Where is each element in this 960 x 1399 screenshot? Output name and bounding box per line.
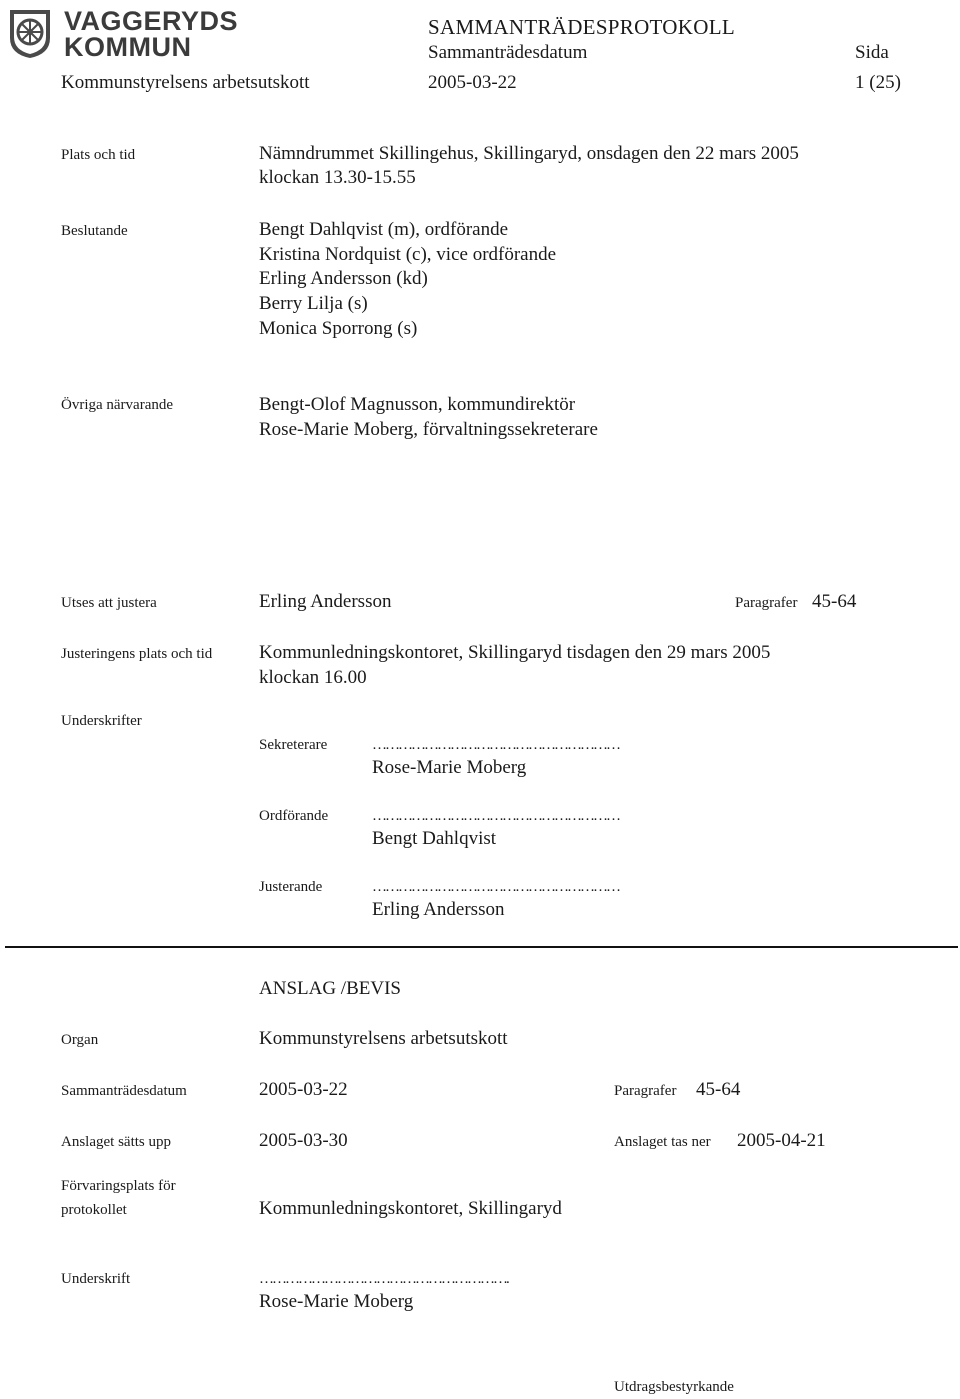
organ-label: Organ [61,1032,99,1048]
storage-label-line-2: protokollet [61,1202,127,1218]
notice-paragraphs-label: Paragrafer [614,1083,677,1099]
document-title: SAMMANTRÄDESPROTOKOLL [428,15,735,39]
header-date-label: Sammanträdesdatum [428,42,588,63]
notice-signature-name: Rose-Marie Moberg [259,1291,414,1312]
signature-line: ………………………………………………… [372,808,619,824]
storage-value: Kommunledningskontoret, Skillingaryd [259,1198,562,1219]
notice-date-value: 2005-03-22 [259,1079,348,1100]
notice-paragraphs-value: 45-64 [696,1079,741,1100]
signature-name: Erling Andersson [372,899,505,920]
adjuster-label: Utses att justera [61,595,157,611]
signatures-label: Underskrifter [61,713,142,729]
notice-signature-line: …………………………………………………. [259,1271,508,1287]
adjust-place-label: Justeringens plats och tid [61,646,213,662]
municipality-logo [8,6,239,62]
deciding-label: Beslutande [61,223,128,239]
deciding-member: Kristina Nordquist (c), vice ordförande [259,244,557,265]
section-divider [5,946,958,948]
deciding-member: Monica Sporrong (s) [259,318,418,339]
signature-name: Rose-Marie Moberg [372,757,527,778]
organ-value: Kommunstyrelsens arbetsutskott [259,1028,508,1049]
notice-heading: ANSLAG /BEVIS [259,978,401,999]
other-attendee: Rose-Marie Moberg, förvaltningssekreterare [259,419,598,440]
storage-label-line-1: Förvaringsplats för [61,1178,176,1194]
signature-name: Bengt Dahlqvist [372,828,497,849]
logo-line-1: VAGGERYDS [64,6,239,36]
coat-of-arms-icon [8,8,52,60]
header-page-number: 1 (25) [855,72,901,93]
logo-line-2: KOMMUN [64,32,192,62]
paragraphs-label: Paragrafer [735,595,798,611]
extract-certification-label: Utdragsbestyrkande [614,1379,734,1395]
signature-role: Justerande [259,879,323,895]
other-attendee: Bengt-Olof Magnusson, kommundirektör [259,394,576,415]
deciding-member: Bengt Dahlqvist (m), ordförande [259,219,509,240]
signature-line: ………………………………………………… [372,879,619,895]
place-line-1: Nämndrummet Skillingehus, Skillingaryd, onsdagen den 22 mars 2005 [259,143,799,164]
place-line-2: klockan 13.30-15.55 [259,167,416,188]
adjust-place-line-2: klockan 16.00 [259,667,367,688]
removed-label: Anslaget tas ner [614,1134,711,1150]
notice-date-label: Sammanträdesdatum [61,1083,187,1099]
posted-label: Anslaget sätts upp [61,1134,171,1150]
header-date: 2005-03-22 [428,72,517,93]
deciding-member: Erling Andersson (kd) [259,268,428,289]
deciding-member: Berry Lilja (s) [259,293,368,314]
removed-value: 2005-04-21 [737,1130,826,1151]
signature-line: ………………………………………………… [372,737,619,753]
adjust-place-line-1: Kommunledningskontoret, Skillingaryd tisdagen den 29 mars 2005 [259,642,771,663]
header-committee: Kommunstyrelsens arbetsutskott [61,72,310,93]
notice-signature-label: Underskrift [61,1271,131,1287]
place-label: Plats och tid [61,147,136,163]
signature-role: Sekreterare [259,737,328,753]
signature-role: Ordförande [259,808,329,824]
header-page-label: Sida [855,42,889,63]
others-label: Övriga närvarande [61,397,174,413]
adjuster-name: Erling Andersson [259,591,392,612]
posted-value: 2005-03-30 [259,1130,348,1151]
paragraphs-value: 45-64 [812,591,857,612]
